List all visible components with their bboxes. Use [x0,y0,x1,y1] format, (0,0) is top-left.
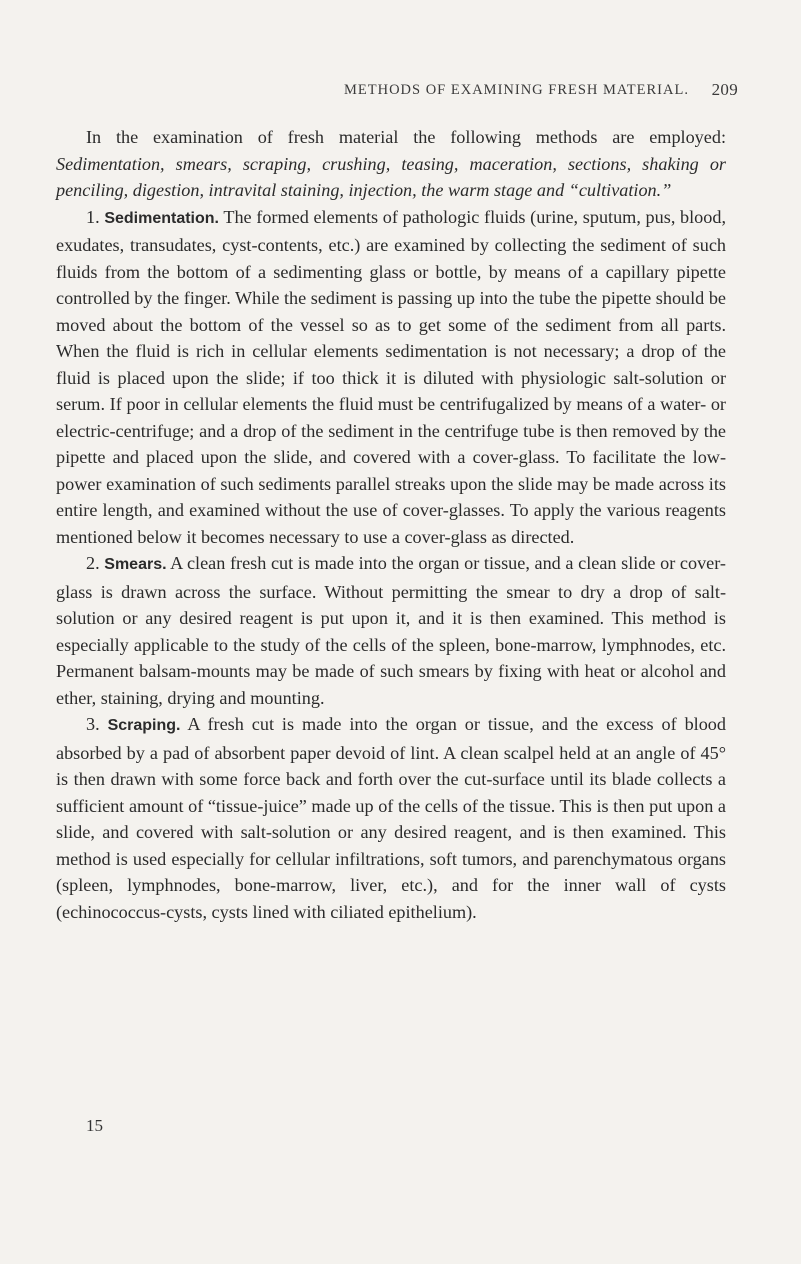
section-scraping [56,711,726,925]
section-number: 2. [86,553,100,573]
intro-paragraph [56,124,726,204]
page-number: 209 [711,80,738,99]
section-heading: Sedimentation. [104,209,219,227]
running-title: METHODS OF EXAMINING FRESH MATERIAL. [344,82,689,98]
section-heading: Scraping. [107,717,181,734]
section-heading: Smears. [104,556,167,573]
intro-text: In the examination of fresh material the following methods are employed: [86,127,726,147]
section-text: A fresh cut is made into the organ or tissue, and the excess of blood absorbed by a pad of absorbent paper devoid of lint. A clean scalpel held at an angle of 45° is then drawn with some force back and forth over the cut-surface until its blade collects a sufficient amount of “tissue-juice” made up of the cells of the tissue. This is then put upon a slide, and covered with salt-solution or any desired reagent, and is then examined. This method is used especially for cellular infiltrations, soft tumors, and parenchymatous organs (spleen, lymphnodes, bone-marrow, liver, etc.), and for the inner wall of cysts (echinococcus-cysts, cysts lined with ciliated epithelium). [56,714,726,922]
intro-methods-list: Sedimentation, smears, scraping, crushing, teasing, maceration, sections, shaking or penciling, digestion, intravital staining, injection, the warm stage and “cultivation.” [56,153,726,200]
section-smears [56,550,726,711]
section-number: 1. [86,206,100,227]
section-text: A clean fresh cut is made into the organ or tissue, and a clean slide or cover-glass is drawn across the surface. Without permitting the smear to dry a drop of salt-solution or any desired reagent is put upon it, and it is then examined. This method is especially applicable to the study of the cells of the spleen, bone-marrow, lymphnodes, etc. Permanent balsam-mounts may be made of such smears by fixing with heat or alcohol and ether, staining, drying and mounting. [56,553,726,708]
section-sedimentation [56,204,726,551]
page-body [56,124,726,925]
section-number: 3. [86,714,100,734]
section-text: The formed elements of pathologic fluids (urine, sputum, pus, blood, exudates, transudates, cyst-contents, etc.) are examined by collecting the sediment of such fluids from the bottom of a sedimenting glass or bottle, by means of a capillary pipette controlled by the finger. While the sediment is passing up into the tube the pipette should be moved about the bottom of the vessel so as to get some of the sediment from all parts. When the fluid is rich in cellular elements sedimentation is not necessary; a drop of the fluid is placed upon the slide; if too thick it is diluted with physiologic salt-solution or serum. If poor in cellular elements the fluid must be centrifugalized by means of a water- or electric-centrifuge; and a drop of the sediment in the centrifuge tube is then removed by the pipette and placed upon the slide, and covered with a cover-glass. To facilitate the low-power examination of such sediments parallel streaks upon the slide may be made across its entire length, and examined without the use of cover-glasses. To apply the various reagents mentioned below it becomes necessary to use a cover-glass as directed. [56,206,727,547]
signature-mark: 15 [86,1116,103,1135]
